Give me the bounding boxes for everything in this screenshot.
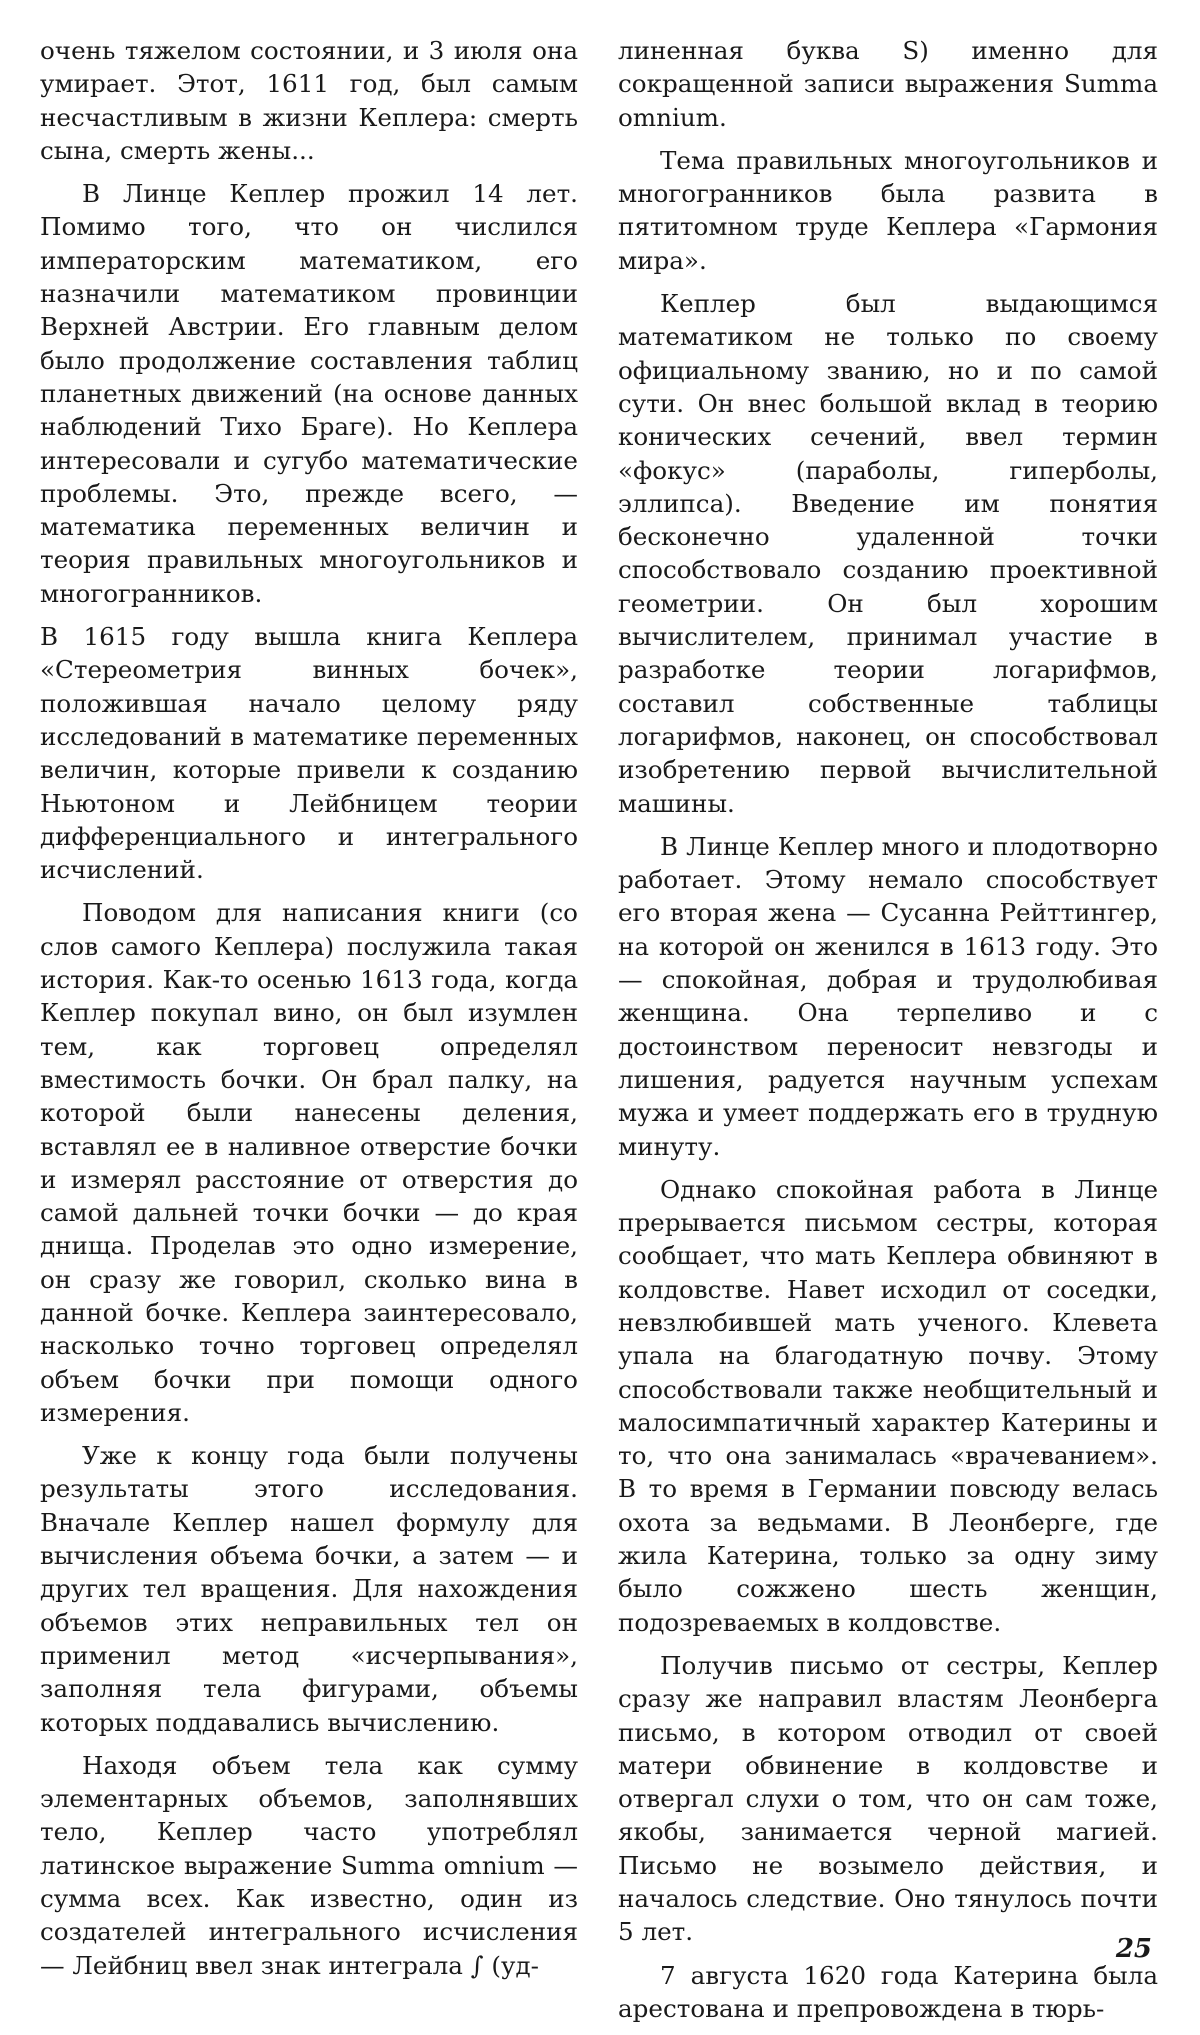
- paragraph: Получив письмо от сестры, Кеплер сразу же направил властям Леонберга письмо, в котором отводил от своей матери обвинение в колдовстве и отвергал слухи о том, что он сам тоже, якобы, занимается черной магией. Письмо не возымело действия, и началось следствие. Оно тянулось почти 5 лет.: [618, 1650, 1158, 1947]
- paragraph: В Линце Кеплер прожил 14 лет. Помимо того, что он числился императорским математиком, его назначили математиком провинции Верхней Австрии. Его главным делом было продолжение составления таблиц планетных движений (на основе данных наблюдений Тихо Браге). Но Кеплера интересовали и сугубо математические проблемы. Это, прежде всего, — математика переменных величин и теория правильных многоугольников и многогранников.: [40, 179, 578, 608]
- paragraph: Поводом для написания книги (со слов самого Кеплера) послужила такая история. Как-то осенью 1613 года, когда Кеплер покупал вино, он был изумлен тем, как торговец определял вместимость бочки. Он брал палку, на которой были нанесены деления, вставлял ее в наливное отверстие бочки и измерял расстояние от отверстия до самой дальней точки бочки — до края днища. Проделав это одно измерение, он сразу же говорил, сколько вина в данной бочке. Кеплера заинтересовало, насколько точно торговец определял объем бочки при помощи одного измерения.: [40, 898, 578, 1427]
- paragraph: В 1615 году вышла книга Кеплера «Стереометрия винных бочек», положившая начало целому ряду исследований в математике переменных величин, которые привели к созданию Ньютоном и Лейбницем теории дифференциального и интегрального исчислений.: [40, 622, 578, 885]
- paragraph: 7 августа 1620 года Катерина была арестована и препровождена в тюрь-: [618, 1960, 1158, 2023]
- right-column: [618, 34, 1158, 2035]
- paragraph: очень тяжелом состоянии, и 3 июля она умирает. Этот, 1611 год, был самым несчастливым в жизни Кеплера: смерть сына, смерть жены...: [40, 36, 578, 165]
- paragraph: Кеплер был выдающимся математиком не только по своему официальному званию, но и по самой сути. Он внес большой вклад в теорию конических сечений, ввел термин «фокус» (параболы, гиперболы, эллипса). Введение им понятия бесконечно удаленной точки способствовало созданию проективной геометрии. Он был хорошим вычислителем, принимал участие в разработке теории логарифмов, составил собственные таблицы логарифмов, наконец, он способствовал изобретению первой вычислительной машины.: [618, 289, 1158, 818]
- left-column: [40, 34, 578, 1992]
- page-number: 25: [1115, 1934, 1152, 1964]
- paragraph: Уже к концу года были получены результаты этого исследования. Вначале Кеплер нашел формулу для вычисления объема бочки, а затем — и других тел вращения. Для нахождения объемов этих неправильных тел он применил метод «исчерпывания», заполняя тела фигурами, объемы которых поддавались вычислению.: [40, 1441, 578, 1737]
- paragraph: Тема правильных многоугольников и многогранников была развита в пятитомном труде Кеплера «Гармония мира».: [618, 145, 1158, 275]
- paragraph: линенная буква S) именно для сокращенной записи выражения Summa omnium.: [618, 36, 1158, 132]
- paragraph: В Линце Кеплер много и плодотворно работает. Этому немало способствует его вторая жена — Сусанна Рейттингер, на которой он женился в 1613 году. Это — спокойная, добрая и трудолюбивая женщина. Она терпеливо и с достоинством переносит невзгоды и лишения, радуется научным успехам мужа и умеет поддержать его в трудную минуту.: [618, 831, 1158, 1161]
- paragraph: Находя объем тела как сумму элементарных объемов, заполнявших тело, Кеплер часто употреблял латинское выражение Summa omnium — сумма всех. Как известно, один из создателей интегрального исчисления — Лейбниц ввел знак интеграла ∫ (уд-: [40, 1750, 578, 1980]
- paragraph: Однако спокойная работа в Линце прерывается письмом сестры, которая сообщает, что мать Кеплера обвиняют в колдовстве. Навет исходил от соседки, невзлюбившей мать ученого. Клевета упала на благодатную почву. Этому способствовали также необщительный и малосимпатичный характер Катерины и то, что она занималась «врачеванием». В то время в Германии повсюду велась охота за ведьмами. В Леонберге, где жила Катерина, только за одну зиму было сожжено шесть женщин, подозреваемых в колдовстве.: [618, 1174, 1158, 1637]
